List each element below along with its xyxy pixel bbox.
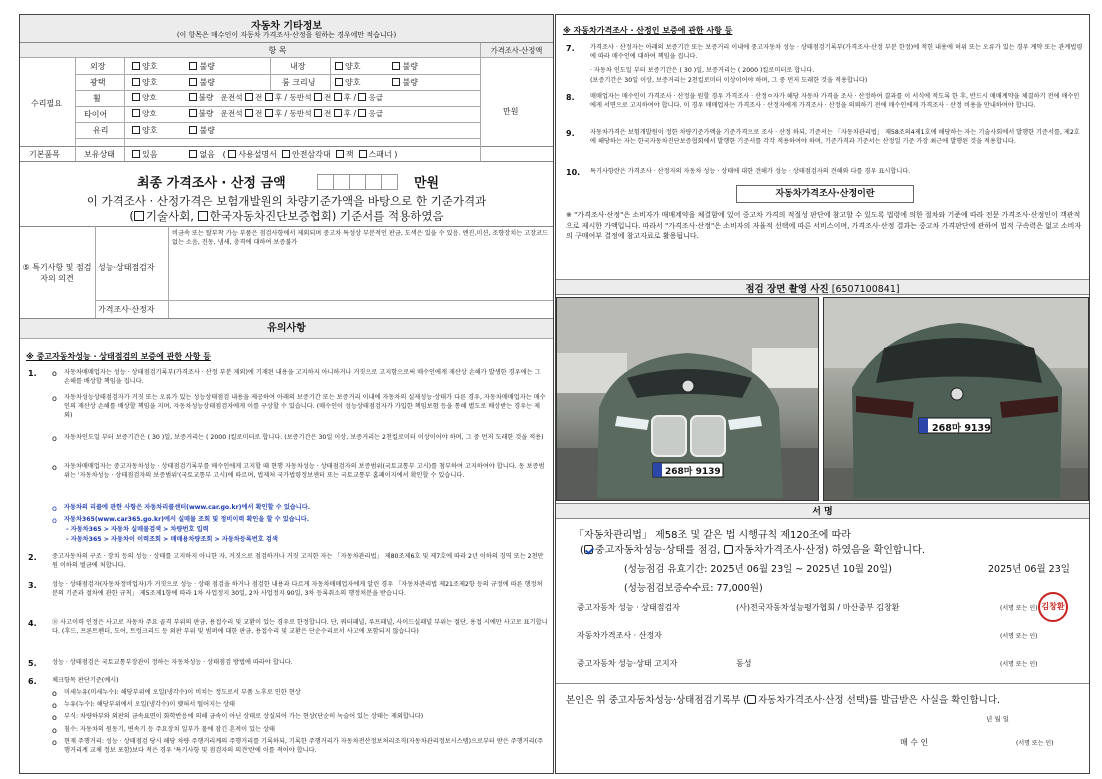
p1a: 자동차매매업자는 성능 · 상태점검기록부(가격조사 · 산정 부분 제외)에 기재된 내용을 고지하지 아니하거나 거짓으로 고지함으로써 매수인에게 재산상 손해가 발생한 경우에는 그 손해를 배상할 책임을 집니다. [64,369,541,385]
photo-title: 점검 장면 촬영 사진 [6507100841] [745,284,900,295]
row-interior[interactable]: 양호 불량 [335,61,418,72]
notifier-value: 동성 [736,659,752,668]
row-basic[interactable]: 있음 없음 ( 사용설명서 안전삼각대 잭 스패너 ) [132,149,397,160]
final-label: 최종 가격조사 · 산정 금액 [137,176,286,191]
rear-plate: 268마 9139 [932,423,991,434]
repair-need-label: 수리필요 [31,99,62,108]
rear-car-illustration [824,298,1089,501]
col-price: 가격조사·산정액 [490,46,543,55]
price-inspector-label: 자동차가격조사 · 산정자 [577,631,662,640]
caution-heading: ※ 중고자동차성능 · 상태점검의 보증에 관한 사항 등 [26,352,211,361]
buyer-label: 매 수 인 [900,738,929,747]
special-inspector-label: 성능·상태점검자 [98,263,155,272]
buyer-sig: (서명 또는 인) [1016,740,1054,747]
row-gloss[interactable]: 양호 불량 [132,77,215,88]
p1e[interactable]: 자동차의 리콜에 관한 사항은 자동차리콜센터(www.car.go.kr)에서 확인할 수 있습니다. [64,504,311,511]
col-item: 항 목 [268,46,287,55]
p4: ⑪ 사고이력 인정은 사고로 자동차 주요 골격 부위의 판금, 용접수리 및 교환이 있는 경우로 한정합니다. 단, 쿼터패널, 루프패널, 사이드실패널 부위는 절단, 용접 시에만 사고로 표기합니다. (후드, 프론트펜더, 도어, 트렁크리드 등 외판 부위 및 범퍼에 대한 판금, 용접수리 및 교환은 단순수리로서 사고에 포함되지 않습니다) [52,619,548,635]
p6e: 현재 주행거리: 성능 · 상태점검 당시 해당 차량 주행거리계의 주행거리를 기록하되, 기록한 주행거리가 자동차전산정보처리조직(자동차관리정보시스템)으로부터 받은 주행거리(주행거리계 교체 정보 포함)보다 적은 경우 '특기사항 및 점검자의 의견'란에 이를 적어야 합니다. [64,738,544,754]
p7: 가격조사 · 산정자는 아래의 보증기간 또는 보증거리 이내에 중고자동차 성능 · 상태점검기록부(가격조사·산정 부분 한정)에 적힌 내용에 허위 또는 오류가 있는 경우 계약 또는 관계법령에 따라 매수인에 대하여 책임을 집니다. [590,44,1083,60]
sign-law: 「자동차관리법」 제58조 및 같은 법 시행규칙 제120조에 따라 [574,530,851,541]
final-amount-boxes[interactable] [318,171,398,190]
row-room[interactable]: 양호 불량 [335,77,418,88]
front-plate: 268마 9139 [665,467,721,477]
inspector-seal: 김창환 [1038,592,1068,622]
definition-text: ※ "가격조사·산정"은 소비자가 매매계약을 체결함에 있어 중고차 가격의 적절성 판단에 참고할 수 있도록 법령에 의한 절차와 기준에 따라 전문 가격조사·산정인이 객관적으로 제시한 가액입니다. 따라서 "가격조사·산정"은 소비자의 자율적 선택에 따른 서비스이며, 가격조사·산정 결과는 중고차 가격판단에 관하여 법적 구속력은 없고 소비자의 구매여부 결정에 참고자료로 활용됩니다. [566,211,1082,240]
special-label: ⑤ 특기사항 및 점검자의 의견 [22,263,92,284]
special-price-label: 가격조사·산정자 [98,305,155,314]
inspector-label: 중고자동차 성능 · 상태점검자 [577,603,680,612]
rear-photo [823,297,1089,501]
p5: 성능 · 상태점검은 국토교통부장관이 정하는 자동차성능 · 상태점검 방법에 따라야 합니다. [52,659,293,666]
sign-fee: (성능점검보증수수료: 77,000원) [624,583,763,594]
p6b: 누유(누수): 해당부위에서 오일(냉각수)이 맺혀서 떨어지는 상태 [64,701,236,708]
p1c: 자동차인도일 부터 보증기간은 ( 30 )일, 보증거리는 ( 2000 )킬로미터로 합니다. (보증기간은 30일 이상, 보증거리는 2천킬로미터 이상이어야 하며, 그 중 먼저 도래한 것을 적용) [64,434,544,441]
buyer-confirm[interactable]: 본인은 위 중고자동차성능·상태점검기록부 ( 자동차가격조사·산정 선택)를 발급받은 사실을 확인합니다. [566,695,1001,706]
row-exterior[interactable]: 양호 불량 [132,61,215,72]
p9: 자동차가격은 보험개발원이 정한 차량기준가액을 기준가격으로 조사 · 산정 하되, 기준서는 「자동차관리법」 제58조의4제1호에 해당하는 자는 기술사회에서 발행한 기준서를, 제2호에 해당하는 자는 한국자동차진단보증협회에서 발행한 기준서를 각각 적용하여야 하며, 기준가격과 기준서는 산정일 기준 가장 최근에 발행된 것을 적용합니다. [590,129,1080,145]
row-glass[interactable]: 양호 불량 [132,125,215,136]
sign-date: 2025년 06월 23일 [988,564,1070,575]
row-tire[interactable]: 양호 불량 운전석 전 후 / 동반석 전 후 / 응급 [132,109,383,120]
p6d: 침수: 자동차의 원동기, 변속기 등 주요장치 일부가 물에 잠긴 흔적이 있는 상태 [64,726,275,733]
final-line2: ( 기술사회, 한국자동차진단보증협회) 기준서를 적용하였음 [129,209,444,223]
basic-label: 기본품목 [29,150,60,159]
p1h: - 자동차365 > 자동차이 이력조회 > 매매용차량조회 > 자동차등록번호 검색 [66,536,278,543]
p3: 성능 · 상태점검자(자동차정비업자)가 거짓으로 성능 · 상태 점검을 하거나 점검한 내용과 다르게 자동차매매업자에게 알린 경우 「자동차관리법 제21조제2항 등의 규정에 따른 행정처분의 기준과 절차에 관한 규칙」 제5조제1항에 따라 1차 사업정지 30일, 2차 사업정지 90일, 3차 등록취소의 행정처분을 받습니다. [52,581,543,597]
right-heading: ※ 자동차가격조사 · 산정인 보증에 관한 사항 등 [563,26,733,35]
final-unit: 만원 [414,176,440,191]
definition-title: 자동차가격조사·산정이란 [736,185,914,203]
p6c: 부식: 차량하부와 외판의 금속표면이 화학반응에 의해 금속이 아닌 상태로 상실되어 가는 현상(단순히 녹슬어 있는 상태는 제외합니다) [64,713,424,720]
p6a: 미세누유(미세누수): 해당부위에 오일(냉각수)이 비치는 정도로서 부품 노후로 인한 현상 [64,689,301,696]
notifier-label: 중고자동차 성능·상태 고지자 [577,659,678,668]
etc-subtitle: (이 항목은 매수인이 자동차 가격조사·산정을 원하는 경우에만 적습니다) [176,31,397,39]
front-photo [556,297,819,501]
p1b: 자동차성능상태점검자가 거짓 또는 오류가 있는 성능상태점검 내용을 제공하여 아래의 보증기간 또는 보증거리 이내에 자동차의 실제성능·상태가 다른 경우, 자동차매매업자는 매수인의 재산상 손해를 배상할 책임을 지며, 자동차성능상태점검자에게 이를 구상할 수 있습니다. (매수인이 성능상태점검자가 가입한 책임보험 등을 통해 별도로 배상받는 경우는 제외) [64,394,546,419]
special-note: 비금속 또는 탈부착 가능 부품은 점검사항에서 제외되며 중고차 특성상 부분적인 판금, 도색은 있을 수 있음. 엔진,미션, 조향장치는 고장코드없는 소음, 진동, 냄새, 충격에 대하여 보증불가 [172,230,549,246]
p7b: · 자동차 인도일 부터 보증기간은 ( 30 )일, 보증거리는 ( 2000 )킬로미터로 합니다. [590,67,815,74]
p1f[interactable]: 자동차365(www.car365.go.kr)에서 실매물 조회 및 정비이력 확인을 할 수 있습니다. [64,516,310,523]
inspector-value: (사)전국자동차성능평가협회 / 마산중부 김창환 [736,603,900,612]
p8: 매매업자는 매수인이 가격조사 · 산정을 원할 경우 가격조사 · 산정ㅇ자가 해당 자동차 가격을 조사 · 산정하여 결과를 이 서식에 적도록 한 후, 반드시 매매계약을 체결하기 전에 매수인에게 서면으로 고지하여야 합니다. 이 경우 매매업자는 가격조사 · 산정자에게 가격조사 · 산정을 의뢰하기 전에 매수인에게 가격조사 · 산정 비용을 안내하여야 합니다. [590,93,1080,109]
p1g: - 자동차365 > 자동차 실매물검색 > 차량번호 입력 [66,526,209,533]
etc-title: 자동차 기타정보 [250,21,323,32]
buyer-date: 년 월 일 [986,715,1009,723]
p10: 특기사항란은 가격조사 · 산정자의 자동차 성능 · 상태에 대한 견해가 성능 · 상태점검자의 견해와 다를 경우 표시합니다. [590,168,911,175]
caution-title: 유의사항 [20,319,553,339]
sign-options[interactable]: ( 중고자동차성능·상태를 점검, 자동차가격조사·산정) 하였음을 확인합니다. [580,545,926,556]
p6: 체크항목 판단기준(예시) [52,677,119,684]
manwon-label: 만원 [503,107,519,116]
row-wheel[interactable]: 양호 불량 운전석 전 후 / 동반석 전 후 / 응급 [132,93,383,104]
p2: 중고자동차의 구조 · 장치 등의 성능 · 상태를 고지하지 아니한 자, 거짓으로 점검하거나 거짓 고지한 자는 「자동차관리법」 제80조제6호 및 제7호에 따라 2년 이하의 징역 또는 2천만원 이하의 벌금에 처합니다. [52,553,544,569]
p1d: 자동차매매업자는 중고자동차성능 · 상태점검기록부를 매수인에게 고지할 때 현행 자동차성능 · 상태점검자의 보증범위(국토교통부 고시)를 첨부하여 고지하여야 합니다. 동 보증범위는 '자동차성능 · 상태점검자의 보증범위'(국토교통부 고시)에 따르며, 법제처 국가법령정보센터 또는 국토교통부 홈페이지에서 확인할 수 있습니다. [64,463,545,479]
sign-title: 서 명 [556,503,1089,519]
p7c: (보증기간은 30일 이상, 보증거리는 2천킬로미터 이상이어야 하며, 그 중 먼저 도래한 것을 적용합니다) [590,77,868,84]
sign-validity: (성능점검 유효기간: 2025년 06월 23일 ~ 2025년 10월 20일) [624,564,892,575]
final-line1: 이 가격조사 · 산정가격은 보험개발원의 차량기준가액을 바탕으로 한 기준가격과 [86,194,487,208]
